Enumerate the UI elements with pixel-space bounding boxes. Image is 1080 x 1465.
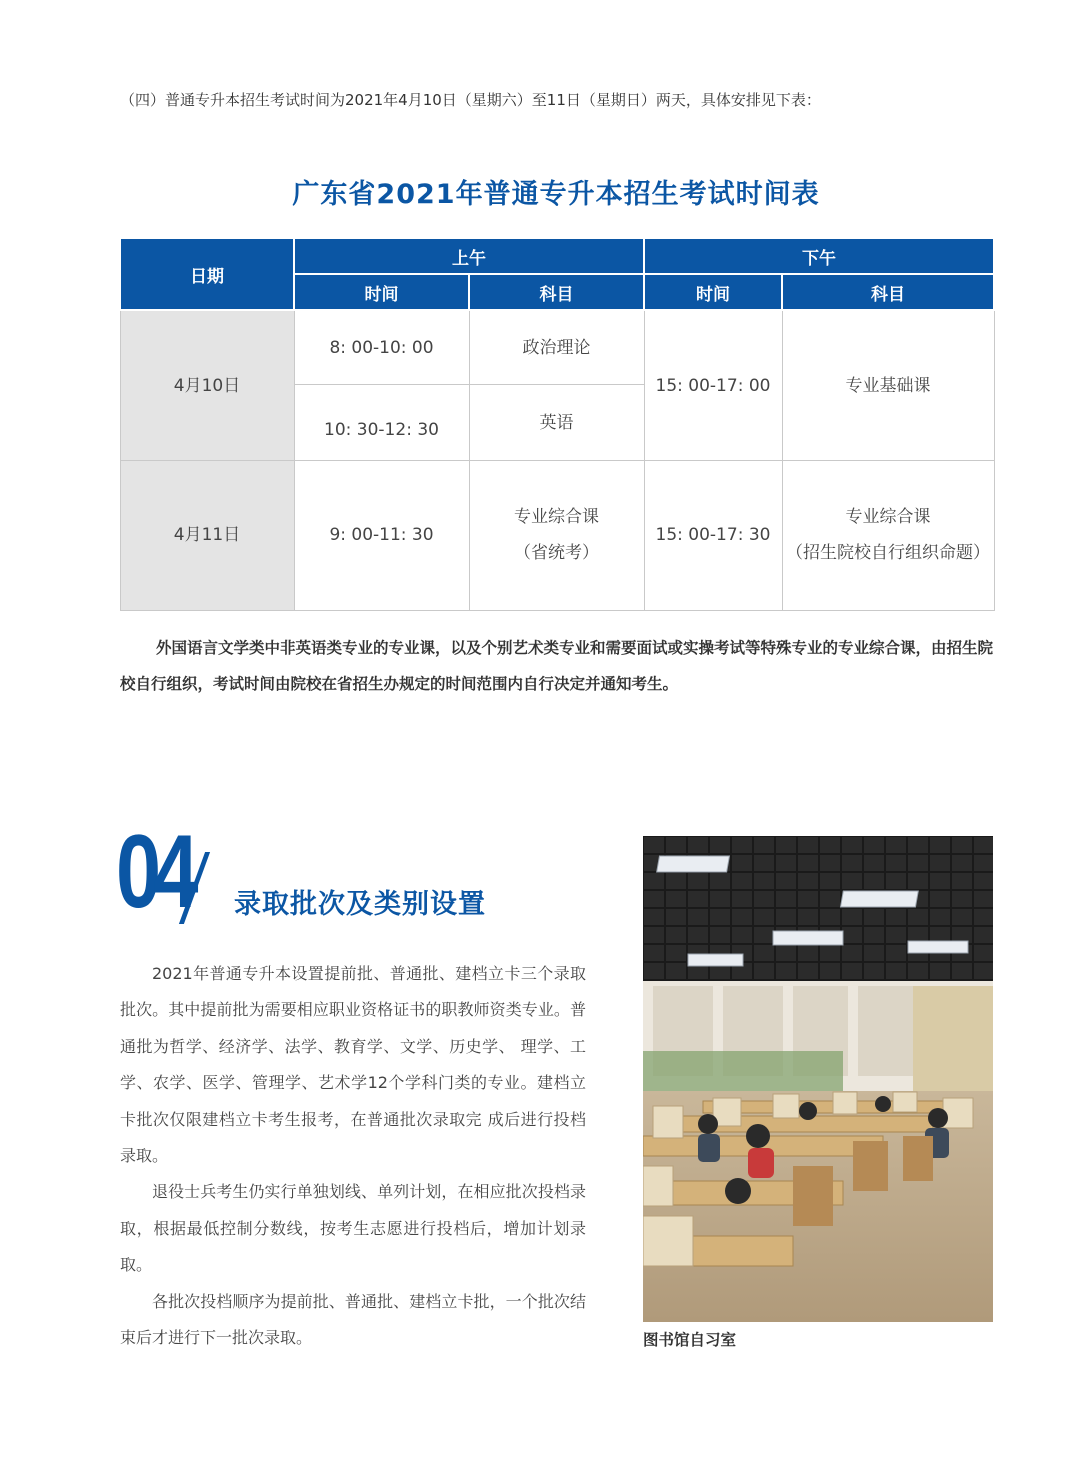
subject-line: 专业综合课 [514, 507, 599, 528]
header-afternoon-subject: 科目 [782, 274, 994, 310]
library-study-room-photo [643, 836, 993, 1322]
header-afternoon-time: 时间 [644, 274, 782, 310]
table-title: 广东省2021年普通专升本招生考试时间表 [292, 179, 820, 210]
subject-cell [782, 460, 994, 610]
footnote-text: 外国语言文学类中非英语类专业的专业课，以及个别艺术类专业和需要面试或实操考试等特殊专业的专业综合课，由招生院校自行组织，考试时间由院校在省招生办规定的时间范围内自行决定并通知考生。 [120, 639, 994, 693]
subject-line: （招生院校自行组织命题） [786, 543, 990, 564]
section-body [120, 956, 586, 1356]
subject-line: （省统考） [514, 543, 599, 564]
time-cell: 8: 00-10: 00 [294, 310, 469, 385]
header-morning: 上午 [294, 238, 644, 274]
subject-cell: 英语 [469, 385, 644, 461]
section-title: 录取批次及类别设置 [234, 889, 486, 920]
body-paragraph: 各批次投档顺序为提前批、普通批、建档立卡批，一个批次结束后才进行下一批次录取。 [120, 1291, 586, 1348]
table-footnote [120, 630, 1000, 702]
header-afternoon: 下午 [644, 238, 994, 274]
header-morning-subject: 科目 [469, 274, 644, 310]
section-number: 04 [116, 814, 191, 930]
date-cell-day1: 4月10日 [120, 310, 294, 460]
header-morning-time: 时间 [294, 274, 469, 310]
photo-caption: 图书馆自习室 [643, 1331, 737, 1349]
subject-cell: 政治理论 [469, 310, 644, 385]
header-date: 日期 [120, 238, 294, 310]
subject-cell [469, 460, 644, 610]
subject-cell: 专业基础课 [782, 310, 994, 460]
time-cell: 9: 00-11: 30 [294, 460, 469, 610]
time-cell: 10: 30-12: 30 [294, 385, 469, 461]
time-cell: 15: 00-17: 00 [644, 310, 782, 460]
body-paragraph: 退役士兵考生仍实行单独划线、单列计划，在相应批次投档录取，根据最低控制分数线，按考生志愿进行投档后，增加计划录取。 [120, 1182, 586, 1275]
subject-line: 专业综合课 [845, 507, 931, 528]
intro-paragraph: （四）普通专升本招生考试时间为2021年4月10日（星期六）至11日（星期日）两天，具体安排见下表： [120, 91, 821, 109]
body-paragraph: 2021年普通专升本设置提前批、普通批、建档立卡三个录取批次。其中提前批为需要相应职业资格证书的职教师资类专业。普通批为哲学、经济学、法学、教育学、文学、历史学、 理学、工学、农学、医学、管理学、艺术学12个学科门类的专业。建档立卡批次仅限建档立卡考生报考，在普通批次录取完 成后进行投档录取。 [120, 964, 586, 1166]
exam-schedule-table [119, 237, 995, 611]
date-cell-day2: 4月11日 [120, 460, 294, 610]
time-cell: 15: 00-17: 30 [644, 460, 782, 610]
